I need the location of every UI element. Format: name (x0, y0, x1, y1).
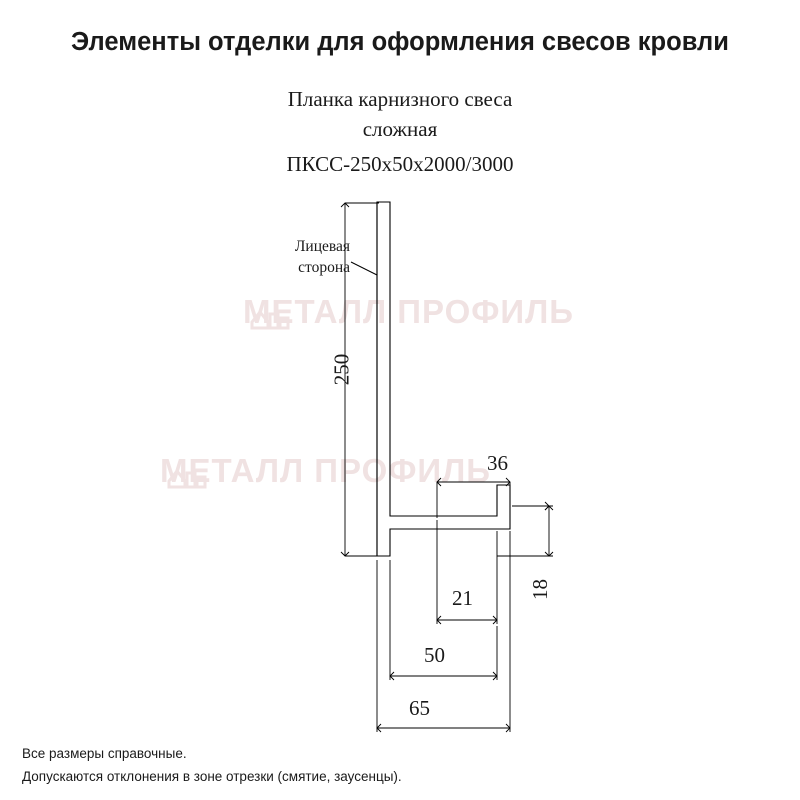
dimension-thickness: 18 (528, 579, 552, 600)
footnotes (22, 742, 402, 788)
dimension-height: 250 (329, 353, 354, 386)
product-subtitle-line1: Планка карнизного свеса (287, 87, 513, 111)
watermark-text-2: МЕТАЛЛ ПРОФИЛЬ (160, 452, 492, 489)
product-code: ПКСС-250х50х2000/3000 (286, 152, 514, 176)
watermark-text-1: МЕТАЛЛ ПРОФИЛЬ (243, 293, 575, 330)
face-side-label-line1: Лицевая (294, 238, 350, 255)
page-title: Элементы отделки для оформления свесов кровли (71, 28, 729, 56)
dimension-total-width: 65 (409, 696, 430, 720)
dimension-base: 50 (424, 643, 445, 667)
dimension-lip: 21 (452, 586, 473, 610)
face-side-label (238, 236, 350, 278)
face-side-label-line2: сторона (298, 259, 350, 276)
footnote-line-1: Все размеры справочные. (22, 746, 187, 761)
footnote-line-2: Допускаются отклонения в зоне отрезки (смятие, заусенцы). (22, 769, 402, 784)
dimension-flange-top: 36 (487, 451, 508, 475)
product-subtitle-line2: сложная (362, 117, 438, 141)
